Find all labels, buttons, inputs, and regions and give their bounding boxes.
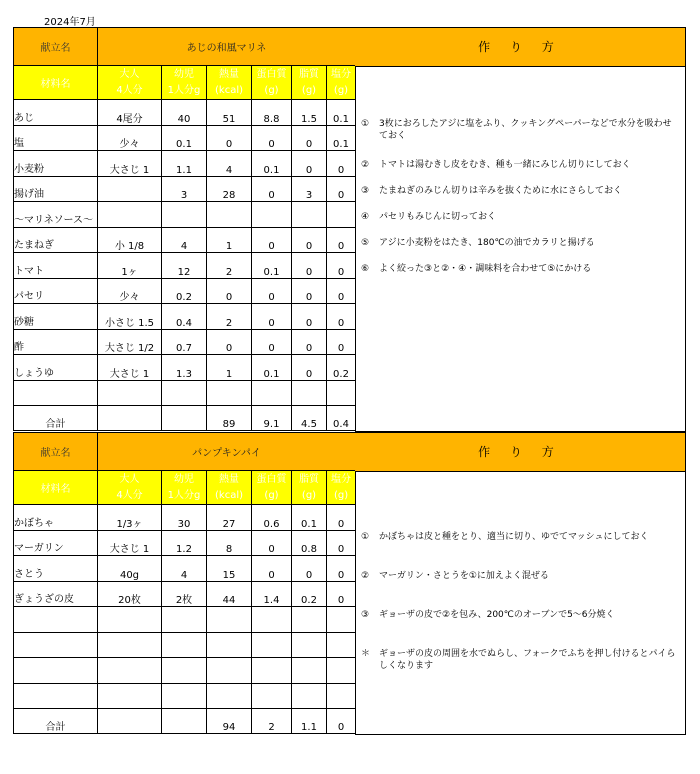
col-header-salt-top: 塩分 [331, 68, 351, 80]
method-step [361, 237, 679, 249]
col-header-fat-top: 脂質 [299, 68, 319, 80]
ingredient-energy: 4 [207, 151, 252, 177]
step-number: ④ [361, 212, 370, 222]
ingredient-adult-amount: 大さじ 1 [98, 355, 162, 381]
ingredient-energy: 0 [207, 125, 252, 151]
ingredient-salt: 0 [327, 176, 356, 202]
ingredient-protein: 0 [252, 556, 292, 582]
step-text: トマトは湯むきし皮をむき、種も一緒にみじん切りにしておく [379, 160, 631, 170]
ingredient-protein [252, 632, 292, 658]
ingredient-energy: 51 [207, 100, 252, 126]
col-header-energy [207, 471, 252, 505]
total-fat: 1.1 [292, 709, 327, 734]
step-number: ③ [361, 610, 370, 620]
ingredient-adult-amount [98, 202, 162, 228]
ingredient-name [14, 607, 98, 633]
col-header-ingredient: 材料名 [14, 66, 98, 100]
col-header-child-bottom: 1人分g [167, 489, 201, 501]
method-header: 作 り 方 [355, 432, 686, 472]
col-header-adult-bottom: 4人分 [116, 489, 143, 501]
ingredient-row [14, 329, 356, 355]
ingredient-fat: 3 [292, 176, 327, 202]
method-step [361, 570, 679, 582]
col-header-salt-top: 塩分 [331, 473, 352, 485]
total-label: 合計 [14, 406, 98, 431]
col-header-adult-top: 大人 [119, 68, 140, 80]
method-step [361, 211, 679, 223]
ingredient-protein: 8.8 [252, 100, 292, 126]
ingredient-row [14, 355, 356, 381]
method-steps [355, 471, 686, 735]
total-empty-adult [98, 709, 162, 734]
ingredient-energy [207, 380, 252, 406]
step-number: ① [361, 532, 370, 542]
ingredient-protein: 0 [252, 278, 292, 304]
ingredient-salt: 0 [327, 505, 356, 531]
ingredient-protein: 1.4 [252, 581, 292, 607]
ingredient-child-amount: 0.2 [162, 278, 207, 304]
step-text: かぼちゃは皮と種をとり、適当に切り、ゆでてマッシュにしておく [379, 532, 649, 542]
total-fat: 4.5 [292, 406, 327, 431]
total-protein: 2 [252, 709, 292, 734]
ingredient-name: ぎょうざの皮 [14, 581, 98, 607]
ingredient-row [14, 100, 356, 126]
ingredient-adult-amount: 20枚 [98, 581, 162, 607]
column-header-row [14, 471, 356, 505]
ingredient-salt [327, 683, 356, 709]
ingredient-energy: 1 [207, 355, 252, 381]
ingredient-adult-amount: 4尾分 [98, 100, 162, 126]
ingredient-energy [207, 632, 252, 658]
col-header-protein-bottom: (g) [264, 489, 279, 501]
ingredient-row [14, 530, 356, 556]
ingredient-energy: 2 [207, 253, 252, 279]
ingredient-name [14, 380, 98, 406]
ingredient-fat: 0 [292, 556, 327, 582]
column-header-row [14, 66, 356, 100]
ingredients-panel [13, 432, 355, 734]
ingredient-row [14, 658, 356, 684]
ingredient-salt: 0 [327, 253, 356, 279]
ingredient-protein [252, 658, 292, 684]
recipe-section-marinade [13, 27, 687, 432]
ingredient-name: 揚げ油 [14, 176, 98, 202]
ingredient-salt: 0.2 [327, 355, 356, 381]
ingredient-salt: 0 [327, 304, 356, 330]
ingredient-salt [327, 202, 356, 228]
ingredient-child-amount: 4 [162, 556, 207, 582]
ingredient-adult-amount: 40g [98, 556, 162, 582]
ingredient-energy [207, 683, 252, 709]
ingredient-fat: 0 [292, 125, 327, 151]
method-header: 作 り 方 [355, 27, 686, 67]
ingredient-fat [292, 632, 327, 658]
ingredient-fat: 0 [292, 278, 327, 304]
method-step [361, 531, 679, 543]
ingredient-child-amount: 3 [162, 176, 207, 202]
ingredient-child-amount: 1.2 [162, 530, 207, 556]
ingredient-row [14, 253, 356, 279]
ingredient-child-amount: 1.1 [162, 151, 207, 177]
ingredient-fat [292, 380, 327, 406]
ingredient-child-amount: 40 [162, 100, 207, 126]
ingredient-name: 酢 [14, 329, 98, 355]
ingredient-fat: 0 [292, 355, 327, 381]
ingredient-adult-amount: 小さじ 1.5 [98, 304, 162, 330]
step-text: ギョーザの皮の周囲を水でぬらし、フォークでふちを押し付けるとパイらしくなります [379, 649, 676, 671]
ingredient-adult-amount [98, 380, 162, 406]
ingredient-row [14, 556, 356, 582]
col-header-protein-bottom: (g) [264, 84, 279, 96]
total-empty-adult [98, 406, 162, 431]
ingredient-protein [252, 380, 292, 406]
ingredient-fat: 1.5 [292, 100, 327, 126]
col-header-energy-top: 熱量 [219, 473, 239, 485]
ingredient-row [14, 632, 356, 658]
ingredient-child-amount: 1.3 [162, 355, 207, 381]
ingredient-adult-amount: 少々 [98, 125, 162, 151]
ingredient-protein: 0 [252, 176, 292, 202]
ingredient-row [14, 151, 356, 177]
ingredient-child-amount: 2枚 [162, 581, 207, 607]
ingredient-salt [327, 632, 356, 658]
dish-name: あじの和風マリネ [98, 28, 356, 66]
step-number: ③ [361, 186, 370, 196]
total-energy: 94 [207, 709, 252, 734]
ingredient-name: しょうゆ [14, 355, 98, 381]
ingredient-name: 塩 [14, 125, 98, 151]
ingredient-row [14, 278, 356, 304]
total-label: 合計 [14, 709, 98, 734]
ingredient-salt: 0 [327, 278, 356, 304]
col-header-protein [252, 66, 292, 100]
ingredient-fat: 0 [292, 253, 327, 279]
ingredient-energy [207, 607, 252, 633]
method-step [361, 648, 679, 672]
ingredient-energy: 0 [207, 278, 252, 304]
ingredient-salt: 0 [327, 227, 356, 253]
ingredient-energy: 44 [207, 581, 252, 607]
col-header-salt-bottom: (g) [333, 489, 349, 501]
col-header-child-top: 幼児 [174, 68, 194, 80]
ingredient-salt: 0.1 [327, 125, 356, 151]
ingredient-child-amount: 12 [162, 253, 207, 279]
ingredient-fat: 0 [292, 329, 327, 355]
col-header-salt [327, 471, 356, 505]
ingredient-adult-amount [98, 683, 162, 709]
ingredient-protein: 0 [252, 530, 292, 556]
ingredient-fat: 0.2 [292, 581, 327, 607]
step-text: たまねぎのみじん切りは辛みを抜くために水にさらしておく [379, 186, 623, 196]
col-header-fat-bottom: (g) [301, 489, 317, 501]
col-header-salt [327, 66, 356, 100]
ingredient-name: たまねぎ [14, 227, 98, 253]
dish-name: パンプキンパイ [98, 433, 356, 471]
ingredient-energy [207, 658, 252, 684]
ingredient-protein: 0 [252, 304, 292, 330]
col-header-fat [292, 66, 327, 100]
ingredient-name: さとう [14, 556, 98, 582]
step-number: ⑤ [361, 238, 370, 248]
ingredient-salt [327, 380, 356, 406]
ingredient-name: ～マリネソース～ [14, 202, 98, 228]
col-header-child-bottom: 1人分g [167, 84, 201, 96]
step-number: ⑥ [361, 264, 370, 274]
ingredient-adult-amount: 1ヶ [98, 253, 162, 279]
ingredient-protein [252, 202, 292, 228]
ingredient-salt: 0 [327, 581, 356, 607]
ingredient-energy: 1 [207, 227, 252, 253]
ingredient-salt: 0 [327, 329, 356, 355]
step-text: よく絞った③と②・④・調味料を合わせて⑤にかける [379, 264, 592, 274]
col-header-adult-top: 大人 [119, 473, 140, 485]
ingredient-name [14, 658, 98, 684]
total-empty-child [162, 406, 207, 431]
ingredient-fat [292, 658, 327, 684]
ingredient-name: 砂糖 [14, 304, 98, 330]
ingredient-fat: 0.8 [292, 530, 327, 556]
step-number: ② [361, 160, 370, 170]
col-header-child [162, 66, 207, 100]
ingredient-energy [207, 202, 252, 228]
ingredient-child-amount [162, 632, 207, 658]
col-header-adult [98, 66, 162, 100]
ingredient-row [14, 581, 356, 607]
method-step [361, 263, 679, 275]
ingredient-fat [292, 607, 327, 633]
ingredient-child-amount [162, 683, 207, 709]
col-header-energy-bottom: (kcal) [215, 489, 243, 501]
ingredient-energy: 8 [207, 530, 252, 556]
method-step [361, 185, 679, 197]
recipe-sheet [13, 27, 687, 735]
ingredient-name: あじ [14, 100, 98, 126]
recipe-section-pumpkin-pie [13, 432, 687, 735]
ingredients-table [13, 432, 356, 734]
ingredients-panel [13, 27, 355, 431]
col-header-child [162, 471, 207, 505]
ingredient-salt: 0 [327, 151, 356, 177]
col-header-protein [252, 471, 292, 505]
step-number: ＊ [361, 649, 371, 659]
method-step [361, 159, 679, 171]
ingredient-adult-amount: 大さじ 1 [98, 530, 162, 556]
col-header-energy-top: 熱量 [219, 68, 239, 80]
ingredient-adult-amount [98, 658, 162, 684]
step-text: アジに小麦粉をはたき、180℃の油でカラリと揚げる [379, 238, 595, 248]
ingredient-row [14, 607, 356, 633]
ingredient-adult-amount [98, 632, 162, 658]
method-step [361, 118, 679, 142]
step-text: マーガリン・さとうを①に加えよく混ぜる [379, 571, 549, 581]
ingredient-fat: 0.1 [292, 505, 327, 531]
col-header-ingredient: 材料名 [14, 471, 98, 505]
ingredient-row [14, 202, 356, 228]
total-energy: 89 [207, 406, 252, 431]
dish-header-row [14, 28, 356, 66]
ingredient-fat [292, 202, 327, 228]
ingredient-row [14, 304, 356, 330]
col-header-protein-top: 蛋白質 [256, 68, 287, 80]
col-header-protein-top: 蛋白質 [256, 473, 287, 485]
total-salt: 0.4 [327, 406, 356, 431]
ingredient-protein: 0 [252, 329, 292, 355]
step-number: ① [361, 119, 370, 129]
ingredient-energy: 27 [207, 505, 252, 531]
ingredient-energy: 2 [207, 304, 252, 330]
ingredient-protein: 0 [252, 227, 292, 253]
total-salt: 0 [327, 709, 356, 734]
method-steps [355, 66, 686, 432]
ingredient-protein: 0 [252, 125, 292, 151]
ingredient-protein: 0.1 [252, 355, 292, 381]
ingredient-protein: 0.1 [252, 253, 292, 279]
ingredient-adult-amount: 小 1/8 [98, 227, 162, 253]
col-header-fat-bottom: (g) [301, 84, 317, 96]
ingredient-protein [252, 683, 292, 709]
ingredient-fat: 0 [292, 151, 327, 177]
ingredient-row [14, 380, 356, 406]
ingredient-protein [252, 607, 292, 633]
ingredient-child-amount: 4 [162, 227, 207, 253]
ingredient-adult-amount: 大さじ 1/2 [98, 329, 162, 355]
date-label: 2024年7月 [44, 17, 96, 28]
total-protein: 9.1 [252, 406, 292, 431]
ingredient-child-amount [162, 202, 207, 228]
ingredient-child-amount [162, 380, 207, 406]
col-header-fat [292, 471, 327, 505]
dish-header-row [14, 433, 356, 471]
menu-label: 献立名 [14, 28, 98, 66]
ingredient-fat: 0 [292, 304, 327, 330]
method-step [361, 609, 679, 621]
ingredient-adult-amount [98, 176, 162, 202]
ingredient-salt: 0 [327, 556, 356, 582]
step-text: パセリもみじんに切っておく [379, 212, 497, 222]
ingredient-salt: 0.1 [327, 100, 356, 126]
ingredient-child-amount: 0.1 [162, 125, 207, 151]
total-row [14, 406, 356, 431]
col-header-salt-bottom: (g) [333, 84, 349, 96]
ingredient-name: 小麦粉 [14, 151, 98, 177]
ingredient-name: トマト [14, 253, 98, 279]
ingredient-child-amount: 30 [162, 505, 207, 531]
ingredient-child-amount: 0.7 [162, 329, 207, 355]
ingredient-protein: 0.6 [252, 505, 292, 531]
ingredient-adult-amount [98, 607, 162, 633]
total-empty-child [162, 709, 207, 734]
ingredient-child-amount [162, 607, 207, 633]
ingredient-name: かぼちゃ [14, 505, 98, 531]
ingredient-row [14, 125, 356, 151]
col-header-adult-bottom: 4人分 [116, 84, 143, 96]
ingredient-child-amount: 0.4 [162, 304, 207, 330]
ingredient-fat [292, 683, 327, 709]
total-row [14, 709, 356, 734]
step-text: ギョーザの皮で②を包み、200℃のオーブンで5～6分焼く [379, 610, 615, 620]
step-number: ② [361, 571, 370, 581]
ingredient-row [14, 683, 356, 709]
menu-label: 献立名 [14, 433, 98, 471]
ingredient-name: マーガリン [14, 530, 98, 556]
ingredient-adult-amount: 少々 [98, 278, 162, 304]
col-header-energy [207, 66, 252, 100]
ingredient-name: パセリ [14, 278, 98, 304]
ingredients-table [13, 27, 356, 431]
ingredient-salt: 0 [327, 530, 356, 556]
ingredient-protein: 0.1 [252, 151, 292, 177]
ingredient-fat: 0 [292, 227, 327, 253]
ingredient-child-amount [162, 658, 207, 684]
ingredient-salt [327, 607, 356, 633]
ingredient-name [14, 632, 98, 658]
ingredient-row [14, 505, 356, 531]
col-header-fat-top: 脂質 [299, 473, 319, 485]
ingredient-row [14, 227, 356, 253]
ingredient-row [14, 176, 356, 202]
ingredient-energy: 28 [207, 176, 252, 202]
ingredient-adult-amount: 1/3ヶ [98, 505, 162, 531]
ingredient-name [14, 683, 98, 709]
col-header-child-top: 幼児 [174, 473, 194, 485]
ingredient-salt [327, 658, 356, 684]
ingredient-energy: 15 [207, 556, 252, 582]
col-header-energy-bottom: (kcal) [215, 84, 243, 96]
ingredient-energy: 0 [207, 329, 252, 355]
ingredient-adult-amount: 大さじ 1 [98, 151, 162, 177]
col-header-adult [98, 471, 162, 505]
step-text: 3枚におろしたアジに塩をふり、クッキングペーパーなどで水分を吸わせておく [379, 119, 672, 141]
